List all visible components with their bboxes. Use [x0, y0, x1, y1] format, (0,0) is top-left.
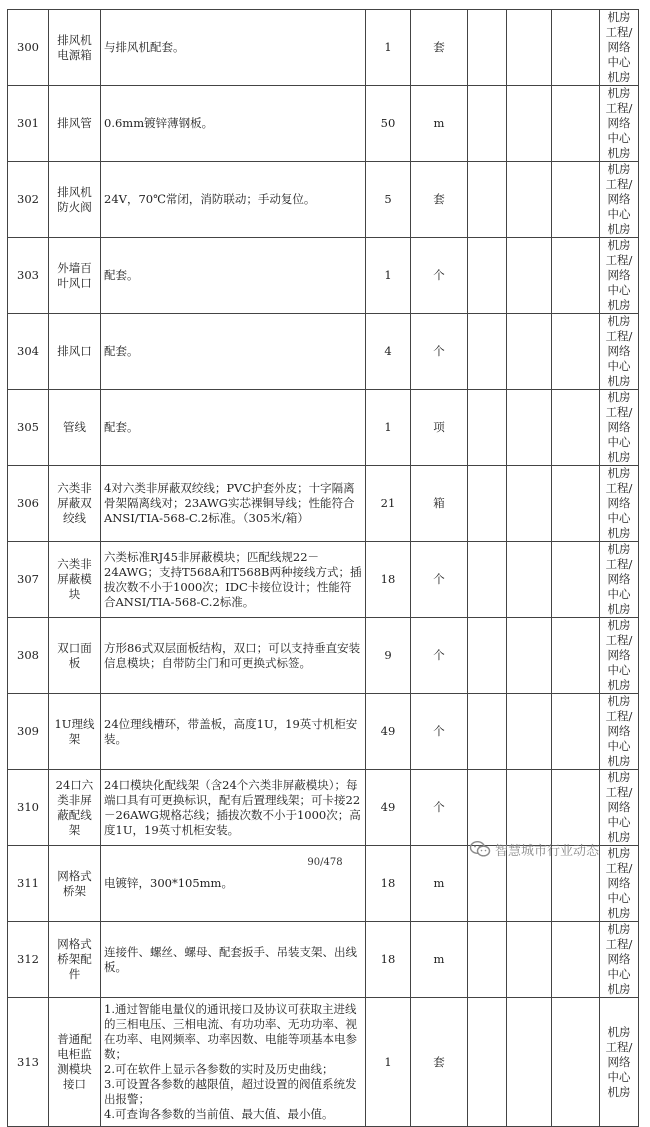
- item-location: 机房工程/网络中心机房: [600, 770, 639, 846]
- item-number: 313: [8, 998, 49, 1127]
- item-quantity: 1: [366, 390, 411, 466]
- item-description: 4对六类非屏蔽双绞线；PVC护套外皮；十字隔离骨架隔离线对；23AWG实芯裸铜导线；性能符合ANSI/TIA-568-C.2标准。（305米/箱）: [101, 466, 366, 542]
- empty-cell: [552, 238, 600, 314]
- watermark-text: 智慧城市行业动态: [495, 843, 600, 859]
- item-unit: 个: [411, 770, 468, 846]
- item-location: 机房工程/网络中心机房: [600, 922, 639, 998]
- item-number: 312: [8, 922, 49, 998]
- item-description: 方形86式双层面板结构，双口；可以支持垂直安装信息模块；自带防尘门和可更换式标签。: [101, 618, 366, 694]
- item-description: 24口模块化配线架（含24个六类非屏蔽模块）；每端口具有可更换标识，配有后置理线架；可卡接22－26AWG规格芯线；插拔次数不小于1000次；高度1U，19英寸机柜安装。: [101, 770, 366, 846]
- item-unit: 套: [411, 998, 468, 1127]
- empty-cell: [507, 162, 552, 238]
- item-description: 配套。: [101, 238, 366, 314]
- empty-cell: [507, 998, 552, 1127]
- empty-cell: [552, 10, 600, 86]
- empty-cell: [552, 922, 600, 998]
- table-row: [8, 466, 639, 542]
- empty-cell: [552, 694, 600, 770]
- empty-cell: [552, 390, 600, 466]
- table-row: [8, 694, 639, 770]
- item-quantity: 18: [366, 542, 411, 618]
- wechat-icon: [469, 840, 491, 858]
- item-description: 0.6mm镀锌薄钢板。: [101, 86, 366, 162]
- item-number: 303: [8, 238, 49, 314]
- empty-cell: [468, 314, 507, 390]
- item-number: 301: [8, 86, 49, 162]
- item-location: 机房工程/网络中心机房: [600, 694, 639, 770]
- empty-cell: [468, 390, 507, 466]
- item-number: 307: [8, 542, 49, 618]
- item-name: 六类非屏蔽双绞线: [49, 466, 101, 542]
- item-description: 24V，70℃常闭，消防联动；手动复位。: [101, 162, 366, 238]
- item-location: 机房工程/网络中心机房: [600, 618, 639, 694]
- empty-cell: [507, 694, 552, 770]
- table-row: [8, 618, 639, 694]
- table-row: [8, 10, 639, 86]
- item-location: 机房工程/网络中心机房: [600, 314, 639, 390]
- empty-cell: [468, 922, 507, 998]
- item-quantity: 1: [366, 998, 411, 1127]
- watermark: [469, 839, 599, 859]
- item-name: 六类非屏蔽模块: [49, 542, 101, 618]
- table-row: [8, 314, 639, 390]
- table-row: [8, 162, 639, 238]
- item-unit: 个: [411, 694, 468, 770]
- item-unit: m: [411, 86, 468, 162]
- empty-cell: [507, 10, 552, 86]
- item-description: 六类标准RJ45非屏蔽模块；匹配线规22－24AWG；支持T568A和T568B两种接线方式；插拔次数不小于1000次；IDC卡接位设计；性能符合ANSI/TIA-568-C.2标准。: [101, 542, 366, 618]
- empty-cell: [468, 162, 507, 238]
- item-number: 308: [8, 618, 49, 694]
- table-row: [8, 86, 639, 162]
- empty-cell: [552, 998, 600, 1127]
- table-row: [8, 998, 639, 1127]
- page-number: 90/478: [307, 857, 343, 868]
- item-unit: 个: [411, 542, 468, 618]
- empty-cell: [552, 86, 600, 162]
- item-unit: 个: [411, 618, 468, 694]
- item-description: 24位理线槽环，带盖板，高度1U，19英寸机柜安装。: [101, 694, 366, 770]
- item-unit: 套: [411, 162, 468, 238]
- table-row: [8, 542, 639, 618]
- empty-cell: [468, 770, 507, 846]
- item-location: 机房工程/网络中心机房: [600, 86, 639, 162]
- item-location: 机房工程/网络中心机房: [600, 998, 639, 1127]
- item-quantity: 9: [366, 618, 411, 694]
- item-number: 302: [8, 162, 49, 238]
- empty-cell: [507, 314, 552, 390]
- table-row: [8, 770, 639, 846]
- item-unit: m: [411, 922, 468, 998]
- empty-cell: [468, 86, 507, 162]
- item-number: 310: [8, 770, 49, 846]
- empty-cell: [507, 86, 552, 162]
- empty-cell: [507, 770, 552, 846]
- item-quantity: 4: [366, 314, 411, 390]
- item-location: 机房工程/网络中心机房: [600, 846, 639, 922]
- item-name: 网格式桥架配件: [49, 922, 101, 998]
- item-number: 300: [8, 10, 49, 86]
- empty-cell: [468, 618, 507, 694]
- item-description: 配套。: [101, 390, 366, 466]
- item-name: 网格式桥架: [49, 846, 101, 922]
- item-name: 24口六类非屏蔽配线架: [49, 770, 101, 846]
- item-description: 1.通过智能电量仪的通讯接口及协议可获取主进线的三相电压、三相电流、有功功率、无功功率、视在功率、电网频率、功率因数、电能等项基本电参数； 2.可在软件上显示各参数的实时及历史曲线； 3.可设置各参数的越限值，超过设置的阀值系统发出报警； 4.可查询各参数的当前值、最大值、最小值。: [101, 998, 366, 1127]
- item-unit: m: [411, 846, 468, 922]
- item-name: 排风机电源箱: [49, 10, 101, 86]
- empty-cell: [507, 238, 552, 314]
- item-name: 排风管: [49, 86, 101, 162]
- item-location: 机房工程/网络中心机房: [600, 162, 639, 238]
- item-name: 1U理线架: [49, 694, 101, 770]
- item-quantity: 1: [366, 238, 411, 314]
- item-quantity: 18: [366, 922, 411, 998]
- item-location: 机房工程/网络中心机房: [600, 10, 639, 86]
- item-name: 排风机防火阀: [49, 162, 101, 238]
- item-quantity: 18: [366, 846, 411, 922]
- table-row: [8, 390, 639, 466]
- empty-cell: [552, 542, 600, 618]
- item-number: 306: [8, 466, 49, 542]
- empty-cell: [552, 314, 600, 390]
- item-description: 与排风机配套。: [101, 10, 366, 86]
- item-location: 机房工程/网络中心机房: [600, 390, 639, 466]
- table-row: [8, 922, 639, 998]
- item-number: 311: [8, 846, 49, 922]
- item-number: 304: [8, 314, 49, 390]
- item-unit: 套: [411, 10, 468, 86]
- item-location: 机房工程/网络中心机房: [600, 542, 639, 618]
- empty-cell: [468, 542, 507, 618]
- item-name: 外墙百叶风口: [49, 238, 101, 314]
- item-name: 普通配电柜监测模块接口: [49, 998, 101, 1127]
- item-unit: 个: [411, 238, 468, 314]
- item-location: 机房工程/网络中心机房: [600, 466, 639, 542]
- empty-cell: [507, 922, 552, 998]
- item-quantity: 49: [366, 770, 411, 846]
- empty-cell: [507, 466, 552, 542]
- item-number: 305: [8, 390, 49, 466]
- item-unit: 项: [411, 390, 468, 466]
- item-name: 排风口: [49, 314, 101, 390]
- empty-cell: [468, 694, 507, 770]
- item-quantity: 21: [366, 466, 411, 542]
- empty-cell: [552, 162, 600, 238]
- empty-cell: [468, 10, 507, 86]
- item-location: 机房工程/网络中心机房: [600, 238, 639, 314]
- empty-cell: [507, 618, 552, 694]
- empty-cell: [552, 618, 600, 694]
- empty-cell: [552, 770, 600, 846]
- empty-cell: [507, 390, 552, 466]
- table-row: [8, 238, 639, 314]
- item-quantity: 49: [366, 694, 411, 770]
- empty-cell: [507, 542, 552, 618]
- spec-table: [7, 9, 639, 1127]
- empty-cell: [468, 998, 507, 1127]
- item-number: 309: [8, 694, 49, 770]
- empty-cell: [552, 466, 600, 542]
- item-quantity: 1: [366, 10, 411, 86]
- item-name: 管线: [49, 390, 101, 466]
- item-quantity: 50: [366, 86, 411, 162]
- item-unit: 箱: [411, 466, 468, 542]
- item-quantity: 5: [366, 162, 411, 238]
- item-description: 配套。: [101, 314, 366, 390]
- item-description: 电镀锌，300*105mm。: [101, 846, 366, 922]
- item-unit: 个: [411, 314, 468, 390]
- item-name: 双口面板: [49, 618, 101, 694]
- item-description: 连接件、螺丝、螺母、配套扳手、吊装支架、出线板。: [101, 922, 366, 998]
- empty-cell: [468, 238, 507, 314]
- empty-cell: [468, 466, 507, 542]
